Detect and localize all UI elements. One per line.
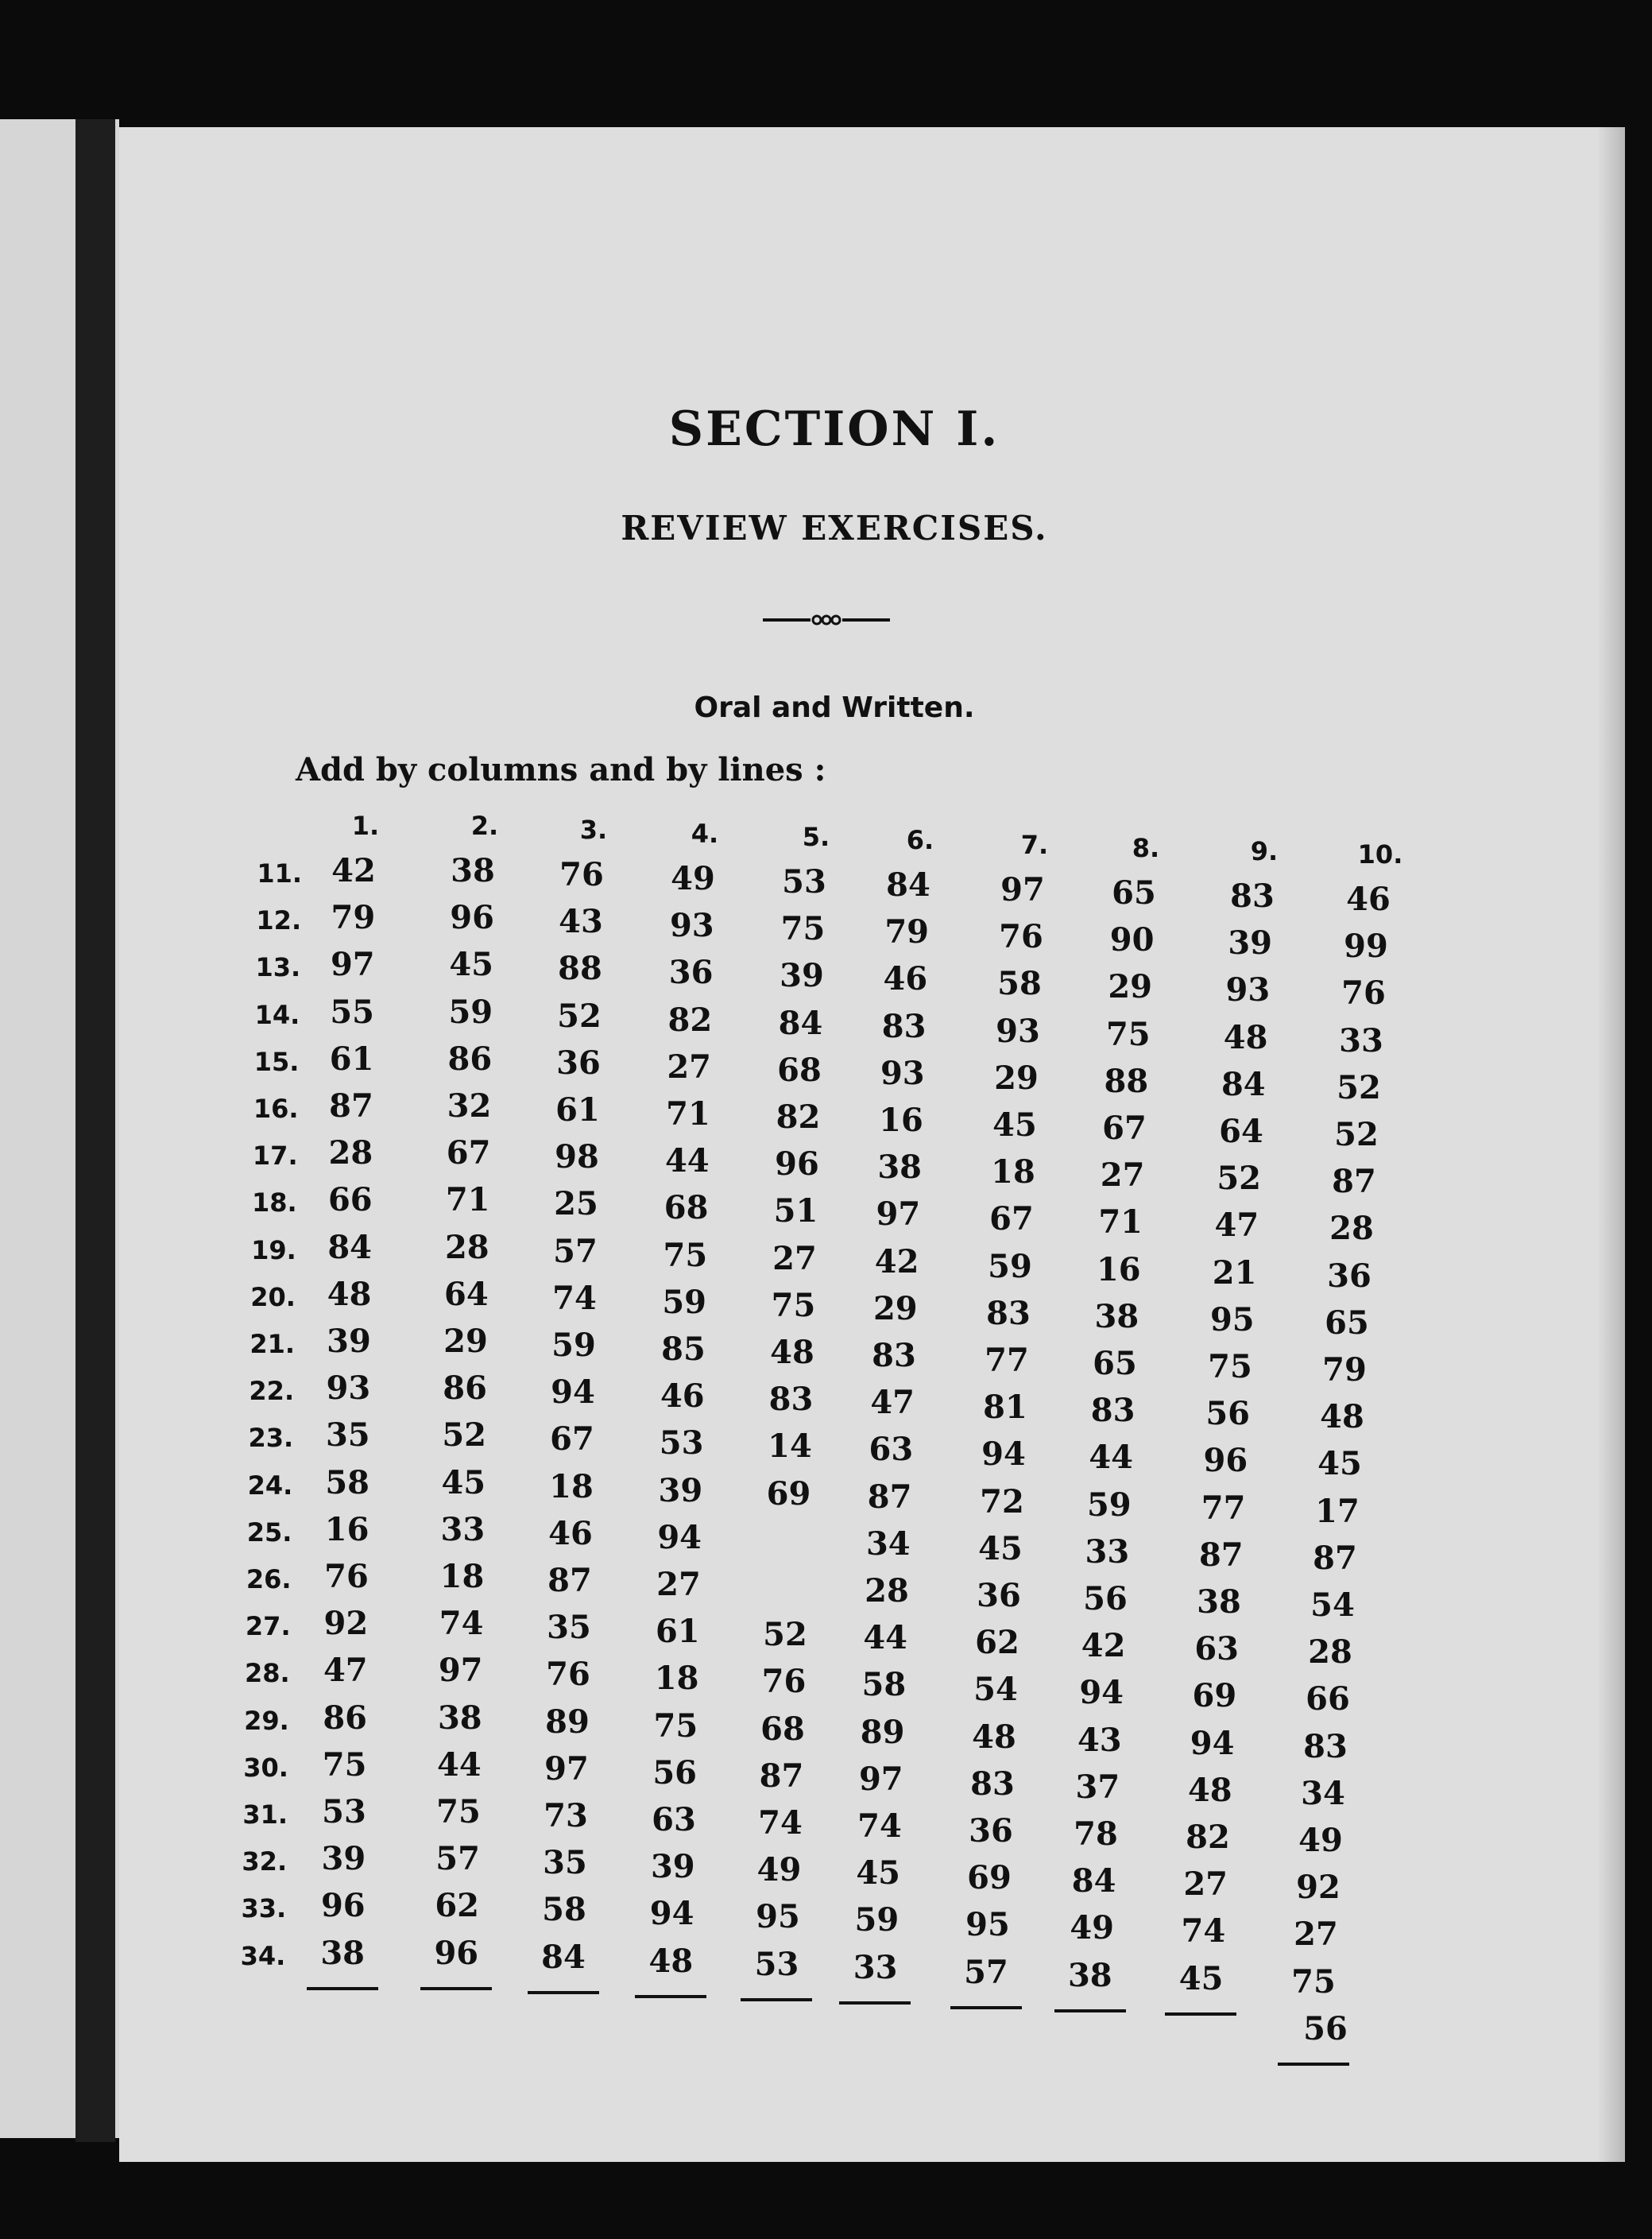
table-cell: 75 [1291,1962,1336,2001]
table-cell: 92 [1296,1869,1341,1907]
table-cell: 16 [879,1102,923,1139]
table-cell: 92 [323,1605,369,1643]
table-cell: 71 [1098,1203,1143,1242]
table-cell: 46 [883,960,928,998]
row-number: 24. [247,1470,293,1501]
table-cell: 95 [1209,1300,1255,1338]
table-cell: 86 [447,1040,493,1078]
table-cell: 36 [556,1044,601,1082]
table-cell: 84 [327,1228,373,1266]
table-cell: 25 [554,1185,598,1223]
table-cell: 27 [772,1239,817,1277]
table-cell: 87 [1198,1536,1244,1574]
table-cell: 97 [876,1195,921,1234]
table-cell: 45 [441,1463,486,1501]
table-cell: 87 [1332,1163,1376,1201]
table-cell: 75 [436,1793,481,1830]
table-cell: 89 [860,1713,905,1751]
table-cell: 76 [1341,974,1386,1013]
table-cell: 82 [667,1001,713,1039]
table-cell: 77 [1201,1489,1246,1527]
table-cell: 76 [546,1656,590,1694]
row-number: 27. [245,1611,291,1642]
table-cell: 64 [444,1275,489,1313]
sum-rule [950,2006,1022,2009]
table-cell: 74 [1181,1912,1226,1950]
table-cell: 95 [965,1906,1010,1944]
table-cell: 34 [1301,1774,1345,1812]
table-cell: 94 [1190,1724,1235,1762]
table-cell: 35 [547,1609,591,1647]
table-cell: 59 [551,1327,596,1364]
table-cell: 39 [658,1471,703,1509]
table-cell: 84 [1221,1065,1266,1103]
table-cell: 53 [754,1945,799,1983]
table-cell: 59 [662,1283,707,1321]
table-cell: 28 [444,1228,489,1266]
table-cell: 43 [1077,1721,1122,1759]
page-edge-shadow [1597,127,1625,2162]
table-cell: 48 [1187,1771,1232,1809]
table-cell: 14 [768,1427,812,1466]
table-cell: 74 [758,1804,803,1842]
table-cell: 45 [449,946,494,984]
row-number: 18. [252,1187,297,1218]
table-cell: 75 [653,1706,698,1745]
table-cell: 39 [780,957,824,995]
table-cell: 69 [967,1859,1012,1897]
table-cell: 96 [434,1934,479,1972]
table-cell: 94 [551,1373,595,1412]
table-cell: 43 [559,903,603,941]
table-cell: 65 [1325,1304,1369,1342]
table-cell: 33 [1339,1021,1383,1059]
table-cell: 58 [325,1463,370,1501]
table-cell: 74 [439,1605,484,1643]
table-cell: 73 [544,1797,588,1834]
table-cell: 63 [652,1801,696,1838]
row-number: 29. [244,1705,289,1736]
row-number: 17. [252,1141,298,1172]
table-cell: 83 [881,1007,927,1045]
table-cell: 54 [973,1671,1018,1709]
table-cell: 17 [1315,1492,1360,1530]
table-cell: 75 [322,1745,367,1784]
table-cell: 32 [447,1087,492,1125]
table-cell: 47 [1214,1207,1259,1245]
table-cell: 38 [320,1934,366,1972]
table-cell: 62 [435,1887,480,1925]
table-cell: 28 [1329,1210,1374,1248]
table-cell: 62 [975,1624,1019,1662]
table-cell: 45 [1317,1445,1362,1483]
table-cell: 27 [1183,1865,1228,1904]
table-cell: 38 [1067,1956,1112,1994]
table-cell: 39 [327,1323,371,1360]
table-cell: 68 [760,1710,805,1748]
row-number: 15. [253,1046,300,1077]
table-cell: 52 [1334,1116,1379,1153]
sum-rule [741,1998,812,2001]
table-cell: 16 [1096,1250,1141,1288]
table-cell: 51 [773,1192,818,1230]
double-rule-ornament-icon [763,612,890,628]
table-cell: 56 [1083,1580,1128,1617]
table-cell: 45 [992,1106,1037,1144]
sum-rule [420,1987,492,1990]
table-cell: 29 [443,1323,488,1360]
table-cell: 27 [667,1048,712,1086]
table-cell: 64 [1219,1113,1263,1150]
section-title: SECTION I. [668,401,1000,457]
table-cell: 83 [970,1764,1015,1803]
table-cell: 44 [863,1619,908,1657]
table-cell: 97 [1000,871,1045,908]
table-cell: 83 [1090,1392,1136,1430]
table-cell: 88 [1104,1062,1149,1100]
table-cell: 34 [865,1524,911,1563]
table-cell: 84 [886,866,930,904]
column-number: 2. [470,811,499,841]
table-cell: 52 [442,1416,487,1455]
column-number: 5. [802,822,830,852]
table-cell: 48 [648,1942,694,1980]
row-number: 19. [251,1234,296,1265]
row-number: 23. [248,1423,294,1454]
table-cell: 68 [664,1189,709,1227]
table-cell: 49 [671,860,715,897]
table-cell: 93 [1225,971,1271,1009]
table-cell: 93 [880,1054,925,1092]
table-cell: 46 [1346,881,1391,918]
column-number: 8. [1132,833,1160,863]
table-cell: 66 [327,1181,373,1219]
table-cell: 44 [437,1745,482,1784]
table-cell: 83 [872,1337,916,1374]
table-cell: 16 [324,1510,369,1548]
table-cell: 18 [654,1660,699,1698]
table-cell: 58 [997,965,1042,1003]
row-number: 20. [250,1281,296,1312]
table-cell: 85 [661,1331,706,1368]
table-cell: 52 [557,997,602,1035]
table-cell: 48 [1223,1018,1268,1056]
row-number: 32. [242,1846,288,1877]
table-cell: 45 [1178,1959,1224,1997]
table-cell: 42 [331,852,376,889]
table-cell: 84 [541,1938,586,1976]
table-cell: 84 [778,1004,823,1042]
table-cell: 82 [1186,1819,1230,1856]
table-cell: 82 [776,1098,821,1136]
table-cell: 87 [329,1087,373,1125]
table-cell: 57 [964,1953,1008,1991]
exercise-instruction: Add by columns and by lines : [296,751,826,788]
table-cell: 69 [766,1474,811,1513]
table-cell: 52 [1217,1160,1262,1198]
table-cell: 36 [1327,1257,1372,1295]
table-cell: 79 [1322,1351,1367,1389]
table-cell: 88 [558,950,602,988]
table-cell: 59 [988,1247,1032,1285]
table-cell: 93 [326,1369,371,1408]
table-cell: 29 [994,1059,1039,1097]
table-cell: 27 [656,1566,701,1603]
table-cell: 58 [542,1891,586,1929]
table-cell: 68 [777,1051,822,1089]
sum-rule [1278,2063,1349,2066]
table-cell: 27 [1294,1916,1338,1954]
column-number: 3. [579,815,608,845]
row-number: 12. [256,905,302,936]
column-number: 4. [691,819,719,849]
table-cell: 33 [440,1510,486,1548]
table-cell: 36 [668,954,714,992]
table-cell: 67 [989,1200,1034,1238]
sum-rule [635,1995,706,1998]
row-number: 33. [241,1893,287,1924]
table-cell: 87 [1313,1539,1357,1577]
table-cell: 46 [660,1377,705,1416]
table-cell: 98 [555,1138,599,1176]
table-cell: 42 [1081,1627,1126,1665]
table-cell: 56 [1303,2009,1348,2047]
table-cell: 42 [874,1242,919,1280]
table-cell: 38 [1094,1297,1139,1335]
table-cell: 28 [1308,1633,1352,1672]
table-cell: 94 [1079,1674,1124,1712]
table-cell: 96 [320,1887,366,1925]
table-cell: 77 [985,1342,1029,1379]
table-cell: 29 [872,1289,918,1327]
table-cell: 69 [1192,1677,1237,1715]
column-number: 9. [1250,836,1279,866]
table-cell: 47 [323,1652,368,1690]
table-cell: 61 [555,1091,600,1129]
table-cell: 53 [782,863,826,901]
table-cell: 45 [856,1854,901,1892]
table-cell: 81 [983,1389,1027,1427]
table-cell: 29 [1108,968,1153,1006]
table-cell: 86 [443,1369,487,1408]
table-cell: 35 [325,1416,370,1455]
table-cell: 67 [1102,1110,1147,1147]
table-cell: 56 [1205,1395,1251,1433]
sum-rule [307,1987,378,1990]
table-cell: 65 [1093,1345,1137,1382]
table-cell: 49 [1298,1822,1343,1859]
table-cell: 35 [543,1844,587,1882]
table-cell: 39 [650,1848,695,1886]
table-cell: 33 [853,1948,898,1986]
table-cell: 38 [437,1699,482,1737]
row-number: 30. [243,1752,288,1783]
table-cell: 79 [884,913,930,951]
row-number: 21. [250,1329,295,1359]
table-cell: 99 [1344,928,1388,966]
table-cell: 83 [768,1381,814,1419]
row-number: 11. [257,858,302,889]
row-number: 25. [246,1517,292,1548]
table-cell: 18 [991,1153,1035,1191]
table-cell: 96 [775,1145,819,1183]
row-number: 22. [249,1376,295,1407]
table-cell: 59 [854,1901,900,1939]
table-cell: 83 [1303,1727,1348,1765]
table-cell: 58 [861,1666,907,1704]
table-cell: 61 [655,1613,700,1651]
table-cell: 96 [1203,1442,1248,1480]
table-cell: 44 [664,1142,710,1180]
table-cell: 76 [999,918,1043,956]
table-cell: 86 [323,1699,368,1737]
sum-rule [1054,2009,1126,2012]
table-cell: 53 [322,1793,366,1830]
table-cell: 49 [756,1851,802,1889]
row-number: 14. [254,999,300,1030]
table-cell: 45 [978,1529,1023,1567]
table-cell: 56 [652,1753,698,1792]
table-cell: 79 [331,899,376,937]
row-number: 28. [245,1658,290,1689]
table-cell: 46 [548,1514,593,1552]
table-cell: 48 [972,1718,1016,1756]
table-cell: 76 [324,1558,369,1595]
table-cell: 61 [329,1040,374,1078]
table-cell: 97 [544,1749,589,1788]
exercise-heading: Oral and Written. [694,691,975,724]
table-cell: 48 [327,1275,372,1313]
table-cell: 65 [1112,874,1156,912]
book-spine-shadow [75,119,115,2142]
table-cell: 54 [1310,1586,1355,1624]
table-cell: 48 [770,1334,814,1371]
table-cell: 74 [857,1807,902,1845]
table-cell: 87 [867,1478,912,1516]
table-cell: 21 [1212,1253,1257,1292]
table-cell: 66 [1306,1680,1350,1718]
table-cell: 63 [1194,1630,1240,1668]
table-cell: 84 [1071,1862,1116,1900]
table-cell: 53 [659,1424,704,1462]
sum-rule [1165,2012,1236,2016]
table-cell: 47 [870,1384,915,1422]
table-cell: 39 [321,1840,366,1878]
table-cell: 55 [330,993,375,1031]
table-cell: 75 [663,1236,708,1274]
table-cell: 90 [1109,921,1155,959]
table-cell: 57 [553,1232,598,1270]
row-number: 26. [246,1564,292,1594]
table-cell: 33 [1085,1532,1130,1571]
table-cell: 27 [1100,1156,1145,1195]
table-cell: 94 [657,1518,702,1556]
table-cell: 74 [552,1279,597,1317]
table-cell: 76 [559,856,604,893]
table-cell: 75 [780,910,826,948]
table-cell: 18 [439,1558,485,1595]
table-cell: 95 [756,1898,800,1936]
column-number: 7. [1020,830,1049,860]
table-cell: 36 [977,1577,1021,1614]
table-cell: 71 [666,1095,710,1133]
table-cell: 71 [445,1181,490,1219]
table-cell: 94 [981,1435,1026,1474]
table-cell: 59 [1086,1486,1132,1524]
row-number: 13. [255,952,301,983]
table-cell: 75 [1105,1015,1151,1053]
table-cell: 93 [996,1012,1040,1050]
table-cell: 67 [446,1134,491,1172]
table-cell: 89 [545,1702,590,1741]
table-cell: 52 [763,1616,807,1654]
table-cell: 38 [451,852,495,889]
table-cell: 72 [980,1482,1024,1520]
table-cell: 63 [869,1431,914,1469]
table-cell: 93 [669,907,714,945]
table-cell: 49 [1070,1909,1115,1947]
table-cell: 59 [448,993,493,1031]
row-number: 31. [242,1799,288,1830]
table-cell: 39 [1228,924,1273,963]
column-number: 1. [351,811,380,841]
table-cell: 83 [1230,877,1275,915]
table-cell: 87 [547,1562,592,1599]
table-cell: 96 [450,899,494,937]
sum-rule [839,2001,911,2005]
row-number: 16. [253,1094,299,1124]
table-cell: 67 [550,1420,594,1458]
table-cell: 38 [1197,1583,1241,1621]
table-cell: 97 [438,1652,483,1690]
table-cell: 75 [1208,1348,1252,1385]
table-cell: 48 [1320,1398,1364,1436]
table-cell: 28 [328,1134,373,1172]
table-cell: 75 [771,1286,816,1324]
table-cell: 28 [865,1572,909,1610]
table-cell: 44 [1089,1439,1134,1477]
table-cell: 52 [1337,1068,1381,1106]
table-cell: 36 [969,1812,1013,1850]
table-cell: 57 [435,1840,480,1878]
section-subtitle: REVIEW EXERCISES. [621,509,1048,548]
table-cell: 97 [330,946,375,984]
table-cell: 18 [549,1467,594,1505]
column-number: 6. [906,825,934,855]
table-cell: 87 [759,1757,804,1795]
column-number: 10. [1357,839,1403,870]
table-cell: 94 [649,1895,694,1933]
sum-rule [528,1991,599,1994]
row-number: 34. [240,1940,286,1971]
table-cell: 97 [858,1760,903,1798]
table-cell: 76 [761,1663,807,1701]
table-cell: 37 [1075,1768,1120,1806]
table-cell: 78 [1074,1815,1118,1853]
table-cell: 38 [877,1149,923,1187]
table-cell: 83 [986,1294,1031,1332]
